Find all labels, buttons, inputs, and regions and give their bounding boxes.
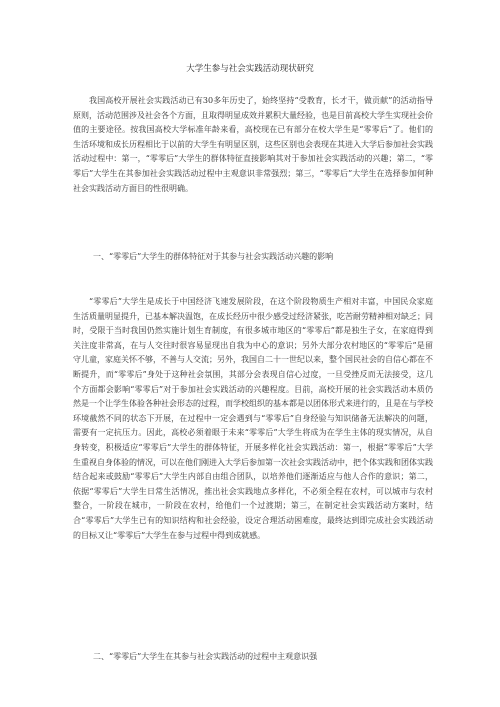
section-1-paragraph: “零零后”大学生是成长于中国经济飞速发展阶段，在这个阶段物质生产相对丰富，中国民众家庭生活质量明显提升，已基本解决温饱，在成长经历中很少感受过经济紧张，吃苦耐劳精神相对缺乏；同时，受限于当时我国仍然实施计划生育制度，有很多城市地区的“零零后”都是独生子女，在家庭得到关注度非常高，在与人交往时很容易显现出自我为中心的意识；另外大部分农村地区的“零零后”是留守儿童，家庭关怀不够，不善与人交流；另外，我国自二十一世纪以来，整个国民社会的自信心都在不断提升，而“零零后”身处于这种社会氛围，其部分会表现自信心过度，一旦受挫反而无法接受，这几个方面都会影响“零零后”对于参加社会实践活动的兴趣程度。目前，高校开展的社会实践活动本质仍然是一个让学生体验各种社会形态的过程，而学校组织的基本都是以团体形式来进行的，且是在与学校环境截然不同的状态下开展，在过程中一定会遇到与“零零后”自身经验与知识储备无法解决的问题，需要有一定抗压力。因此，高校必须着眼于未来“零零后”大学生将成为在学生主体的现实情况，从自身转变，积极适应“零零后”大学生的群体特征，开展多样化社会实践活动：第一，根据“零零后”大学生重视自身体验的情况，可以在他们刚进入大学后参加第一次社会实践活动中，把个体实践和团体实践结合起来或鼓励“零零后”大学生内部自由组合团队，以培养他们逐渐适应与他人合作的意识；第二，依据“零零后”大学生日常生活情况，推出社会实践地点多样化，不必须全程在农村，可以城市与农村整合，一阶段在城市，一阶段在农村，给他们一个过渡期；第三，在制定社会实践活动方案时，结合“零零后”大学生已有的知识结构和社会经验，设定合理活动困难度，最终达到即完成社会实践活动的目标又让“零零后”大学生在参与过程中得到成就感。 <box>73 297 433 540</box>
intro-paragraph: 我国高校开展社会实践活动已有30多年历史了，始终坚持“受教育，长才干，做贡献”的活动指导原则，活动范围涉及社会各个方面，且取得明显成效并累积大量经验，也是目前高校大学生实现社会价值的主要途径。按我国高校大学标准年龄来看，高校现在已有部分在校大学生是“零零后”了。他们的生活环境和成长历程相比于以前的大学生有明显区别，这些区别也会表现在其进入大学后参加社会实践活动过程中：第一，“零零后”大学生的群体特征直接影响其对于参加社会实践活动的兴趣；第二，“零零后”大学生在其参加社会实践活动过程中主观意识非常强烈；第三，“零零后”大学生在选择参加何种社会实践活动方面目的性很明确。 <box>73 96 433 193</box>
section-2-heading: 二、“零零后”大学生在其参与社会实践活动的过程中主观意识强 <box>93 652 318 661</box>
section-1-heading: 一、“零零后”大学生的群体特征对于其参与社会实践活动兴趣的影响 <box>93 252 334 261</box>
document-title: 大学生参与社会实践活动现状研究 <box>186 64 314 74</box>
